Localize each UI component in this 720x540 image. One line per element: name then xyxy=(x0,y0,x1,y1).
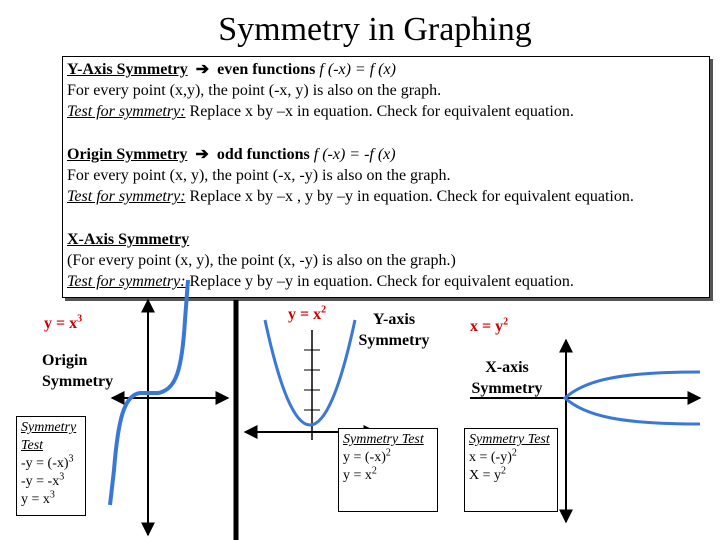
origin-heading: Origin Symmetry xyxy=(67,146,188,163)
sideways-symmetry-label: X-axis Symmetry xyxy=(471,359,543,397)
cubic-equation: $y = x^3$ xyxy=(44,313,83,332)
even-formula: f (-x) = f (x) xyxy=(319,61,396,78)
odd-functions-label: odd functions xyxy=(216,146,310,163)
odd-formula: f (-x) = -f (x) xyxy=(313,146,396,163)
cubic-test-box xyxy=(16,416,86,516)
sideways-test-line: $x = (-y)^2$ xyxy=(469,447,517,465)
y-axis-heading: Y-Axis Symmetry xyxy=(67,61,188,78)
page-title: Symmetry in Graphing xyxy=(218,11,532,48)
x-axis-heading: X-Axis Symmetry xyxy=(67,231,190,248)
x-axis-description: (For every point (x, y), the point (x, -y) is also on the graph.) xyxy=(67,252,456,269)
parabola-test-line: $y = (-x)^2$ xyxy=(343,447,391,465)
cubic-test-title: Symmetry Test xyxy=(21,420,77,453)
sideways-equation: $x = y^2$ xyxy=(470,316,509,335)
y-axis-test-text: Replace x by –x in equation. Check for equivalent equation. xyxy=(189,103,574,120)
parabola-test-line: $y = x^2$ xyxy=(343,465,377,483)
sideways-test-line: $X = y^2$ xyxy=(469,465,507,483)
parabola-test-title: Symmetry Test xyxy=(343,432,424,447)
parabola-symmetry-label: Y-axis Symmetry xyxy=(358,311,430,349)
cubic-axes xyxy=(112,300,228,535)
cubic-test-line: $y = x^3$ xyxy=(21,489,55,507)
y-axis-description: For every point (x,y), the point (-x, y) is also on the graph. xyxy=(67,82,442,99)
origin-description: For every point (x, y), the point (-x, -y) is also on the graph. xyxy=(67,167,451,184)
x-axis-test-text: Replace y by –y in equation. Check for equivalent equation. xyxy=(189,273,574,290)
cubic-symmetry-label: Origin Symmetry xyxy=(42,352,114,390)
sideways-test-box xyxy=(464,428,558,512)
arrow-icon: ➔ xyxy=(195,146,209,163)
x-axis-test-label: Test for symmetry: xyxy=(67,273,186,290)
parabola-equation: $y = x^2$ xyxy=(288,304,327,323)
even-functions-label: even functions xyxy=(217,61,316,78)
cubic-test-line: $-y = -x^3$ xyxy=(21,471,65,489)
sideways-test-title: Symmetry Test xyxy=(469,432,550,447)
arrow-icon: ➔ xyxy=(195,61,210,78)
parabola-curve xyxy=(265,320,355,425)
origin-test-text: Replace x by –x , y by –y in equation. Check for equivalent equation. xyxy=(189,188,634,205)
origin-test-label: Test for symmetry: xyxy=(67,188,186,205)
y-axis-test-label: Test for symmetry: xyxy=(67,103,186,120)
cubic-test-line: $-y = (-x)^3$ xyxy=(21,453,74,471)
parabola-test-box xyxy=(338,428,438,512)
